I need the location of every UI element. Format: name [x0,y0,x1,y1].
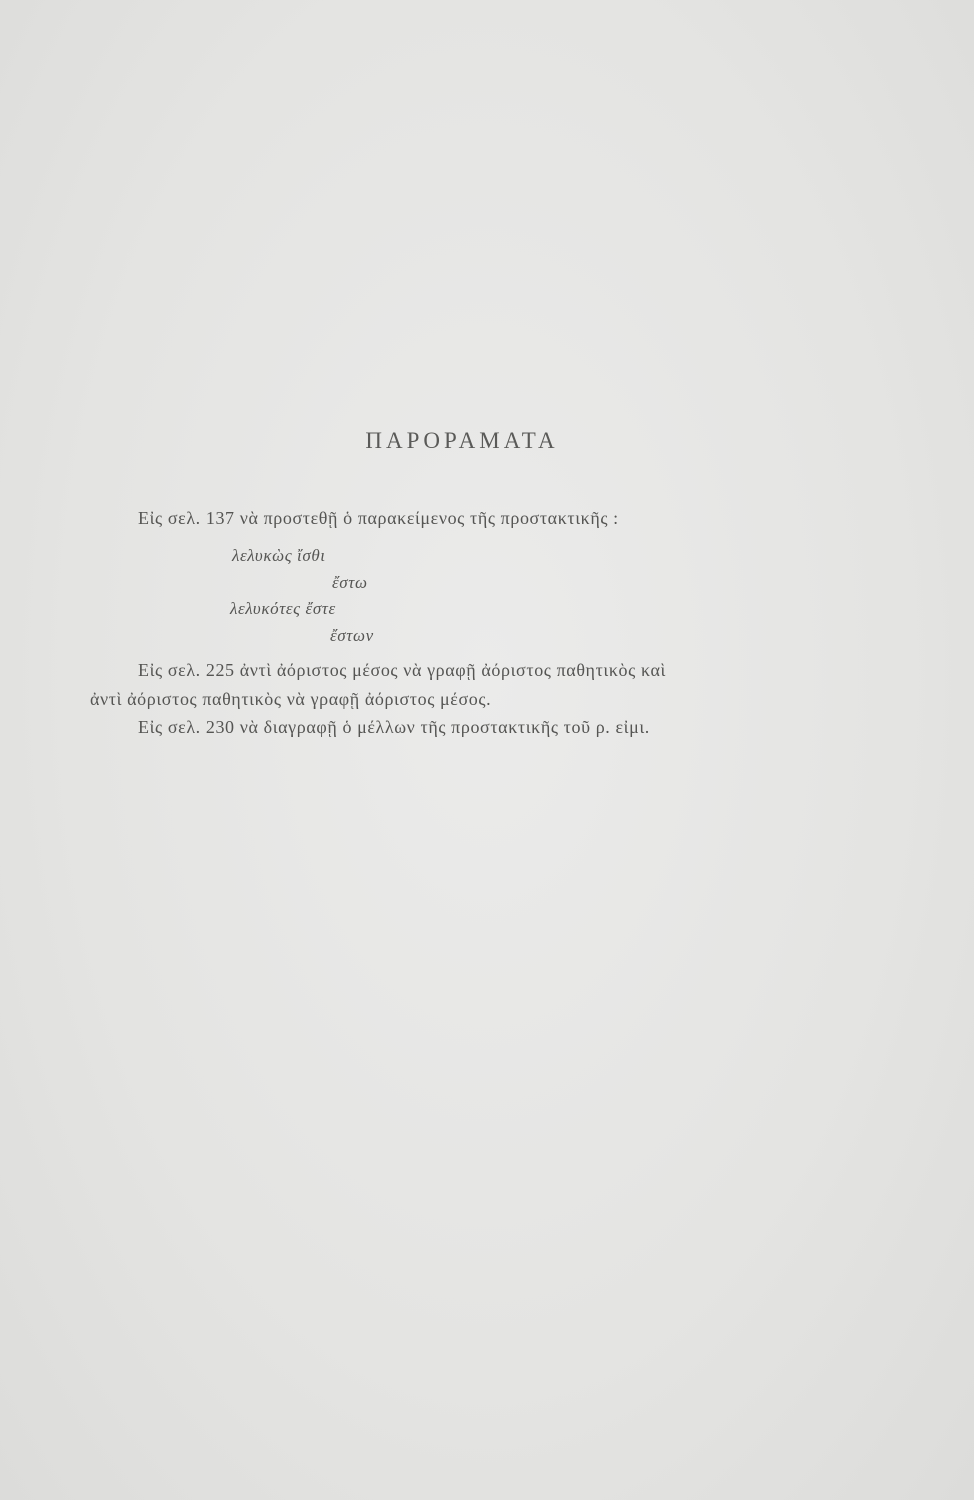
erratum-line-2: Εἰς σελ. 225 ἀντὶ ἀόριστος μέσος νὰ γραφῇ ἀόριστος παθητικὸς καὶ [138,660,666,680]
page-title: ΠΑΡΟΡΑΜΑΤΑ [365,428,559,453]
erratum-line-1: Εἰς σελ. 137 νὰ προστεθῇ ὁ παρακείμενος τῆς προστακτικῆς : [138,508,619,528]
verb-form-3: λελυκότες ἔστε [230,599,336,618]
verb-form-4: ἔστων [330,626,374,645]
erratum-line-4: Εἰς σελ. 230 νὰ διαγραφῇ ὁ μέλλων τῆς προστακτικῆς τοῦ ρ. εἰμι. [138,717,650,737]
erratum-line-3: ἀντὶ ἀόριστος παθητικὸς νὰ γραφῇ ἀόριστος μέσος. [90,689,492,709]
verb-form-2: ἔστω [332,573,368,592]
verb-form-1: λελυκὼς ἴσθι [232,546,326,565]
